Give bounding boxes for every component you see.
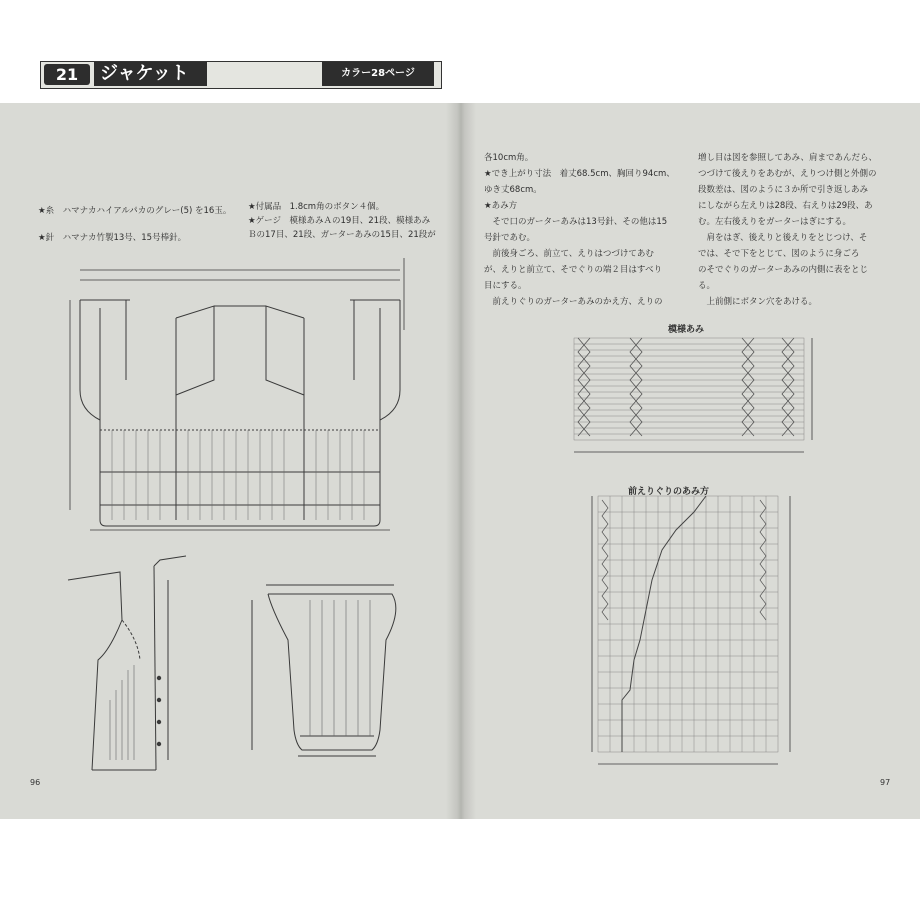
- text-line: 上前側にボタン穴をあける。: [698, 297, 818, 307]
- pattern-number: 21: [44, 64, 90, 85]
- materials-yarn: ★糸 ハマナカハイアルパカのグレー(5) を16玉。: [38, 206, 232, 216]
- materials-notions: ★付属品 1.8cm角のボタン４個。: [248, 202, 385, 212]
- text-line: ★あみ方: [484, 201, 518, 211]
- materials-gauge-line1: ★ゲージ 模様あみＡの19目、21段、模様あみ: [248, 216, 431, 226]
- text-line: 号針であむ。: [484, 233, 536, 243]
- text-line: 前えりぐりのガーターあみのかえ方、えりの: [484, 297, 663, 307]
- text-line: 段数差は、図のように３か所で引き返しあみ: [698, 185, 869, 195]
- page-number-left: 96: [30, 778, 41, 787]
- text-line: が、えりと前立て、そでぐりの端２目はすべり: [484, 265, 663, 275]
- text-line: る。: [698, 281, 716, 291]
- neckline-chart-title: 前えりぐりのあみ方: [628, 487, 710, 497]
- text-line: では、そで下をとじて、図のように身ごろ: [698, 249, 860, 259]
- materials-needles: ★針 ハマナカ竹製13号、15号棒針。: [38, 233, 187, 243]
- text-line: ★でき上がり寸法 着丈68.5cm、胸回り94cm、: [484, 169, 675, 179]
- color-page-reference: カラー28ページ: [322, 62, 434, 86]
- materials-gauge-line2: Ｂの17目、21段、ガーターあみの15目、21段が: [248, 230, 436, 240]
- text-line: つづけて後えりをあむが、えりつけ側と外側の: [698, 169, 877, 179]
- text-line: そで口のガーターあみは13号針、その他は15: [484, 217, 668, 227]
- text-line: 前後身ごろ、前立て、えりはつづけてあむ: [484, 249, 654, 259]
- page-number-right: 97: [880, 778, 891, 787]
- pattern-title: ジャケット: [94, 62, 207, 86]
- text-line: 増し目は図を参照してあみ、肩まであんだら、: [698, 153, 878, 163]
- text-line: のそでぐりのガーターあみの内側に表をとじ: [698, 265, 869, 275]
- text-line: にしながら左えりは28段、右えりは29段、あ: [698, 201, 873, 211]
- pattern-chart-title: 模様あみ: [668, 325, 705, 335]
- text-line: 目にする。: [484, 281, 527, 291]
- text-line: 肩をはぎ、後えりと後えりをとじつけ、そ: [698, 233, 868, 243]
- text-line: む。左右後えりをガーターはぎにする。: [698, 217, 852, 227]
- text-line: ゆき丈68cm。: [484, 185, 542, 195]
- text-line: 各10cm角。: [484, 153, 534, 163]
